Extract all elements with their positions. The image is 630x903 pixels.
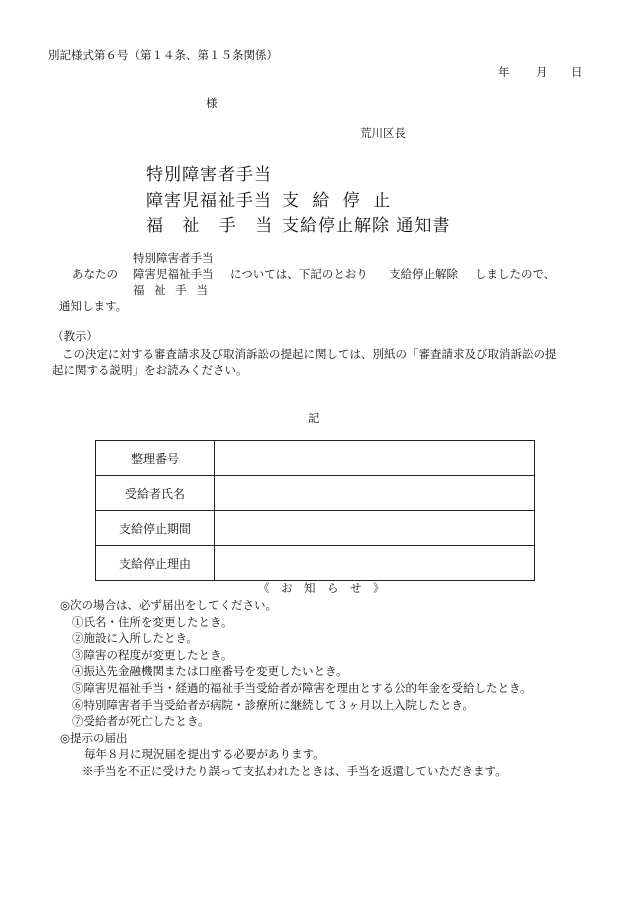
list-item: ③障害の程度が変更したとき。 xyxy=(72,647,233,662)
addressee-suffix: 様 xyxy=(206,96,218,110)
row-value-recipient-name[interactable] xyxy=(215,476,535,511)
body-suffix: しましたので、 xyxy=(475,267,556,281)
notice-heading: 《 お 知 ら せ 》 xyxy=(258,581,385,595)
row-label-suspension-reason: 支給停止理由 xyxy=(96,546,215,581)
instruction-line-1: この決定に対する審査請求及び取消訴訟の提起に関しては、別紙の「審査請求及び取消訴訟の提 xyxy=(62,347,557,361)
body-mid: については、下記のとおり xyxy=(230,267,368,281)
notice-item-heading: ◎次の場合は、必ず届出をしてください。 xyxy=(60,598,278,612)
body-prefix: あなたの xyxy=(72,267,118,281)
instruction-heading: （教示） xyxy=(52,329,98,343)
ki-mark: 記 xyxy=(308,411,320,425)
title-line-2-right: 支 給 停 止 xyxy=(282,191,392,211)
list-item: ⑤障害児福祉手当・経過的福祉手当受給者が障害を理由とする公的年金を受給したとき。 xyxy=(72,680,532,695)
title-line-1: 特別障害者手当 xyxy=(146,165,272,185)
row-label-recipient-name: 受給者氏名 xyxy=(96,476,215,511)
date-month: 月 xyxy=(536,65,548,79)
info-table xyxy=(95,440,535,581)
row-label-suspension-period: 支給停止期間 xyxy=(96,511,215,546)
row-value-suspension-reason[interactable] xyxy=(215,546,535,581)
list-item: ①氏名・住所を変更したとき。 xyxy=(72,614,233,629)
title-line-3-left: 福 祉 手 当 xyxy=(146,216,274,236)
list-item: ②施設に入所したとき。 xyxy=(72,631,199,646)
table-row xyxy=(96,441,535,476)
body-line-2: 通知します。 xyxy=(59,299,128,313)
report-text: 毎年８月に現況届を提出する必要があります。 xyxy=(84,747,325,762)
row-value-suspension-period[interactable] xyxy=(215,511,535,546)
allowance-option-1: 特別障害者手当 xyxy=(133,251,214,265)
form-reference: 別記様式第６号（第１４条、第１５条関係） xyxy=(48,48,278,62)
table-row xyxy=(96,546,535,581)
title-line-3-right: 支給停止解除 通知書 xyxy=(282,216,451,236)
list-item: ⑦受給者が死亡したとき。 xyxy=(72,714,210,729)
title-line-2-left: 障害児福祉手当 xyxy=(146,191,272,211)
instruction-line-2: 起に関する説明」をお読みください。 xyxy=(52,363,248,377)
body-status: 支給停止解除 xyxy=(389,267,458,281)
date-day: 日 xyxy=(571,65,583,79)
refund-note: ※手当を不正に受けたり誤って支払われたときは、手当を返還していただきます。 xyxy=(82,763,507,778)
report-heading: ◎提示の届出 xyxy=(60,730,128,745)
list-item: ④振込先金融機関または口座番号を変更したいとき。 xyxy=(72,664,348,679)
issuer-name: 荒川区長 xyxy=(360,126,406,140)
list-item: ⑥特別障害者手当受給者が病院・診療所に継続して３ヶ月以上入院したとき。 xyxy=(72,697,475,712)
row-label-ref-number: 整理番号 xyxy=(96,441,215,476)
table-row xyxy=(96,476,535,511)
notice-list xyxy=(60,597,532,780)
row-value-ref-number[interactable] xyxy=(215,441,535,476)
allowance-option-2: 障害児福祉手当 xyxy=(133,267,214,281)
table-row xyxy=(96,511,535,546)
allowance-option-3: 福 祉 手 当 xyxy=(133,283,208,297)
date-year: 年 xyxy=(498,65,510,79)
